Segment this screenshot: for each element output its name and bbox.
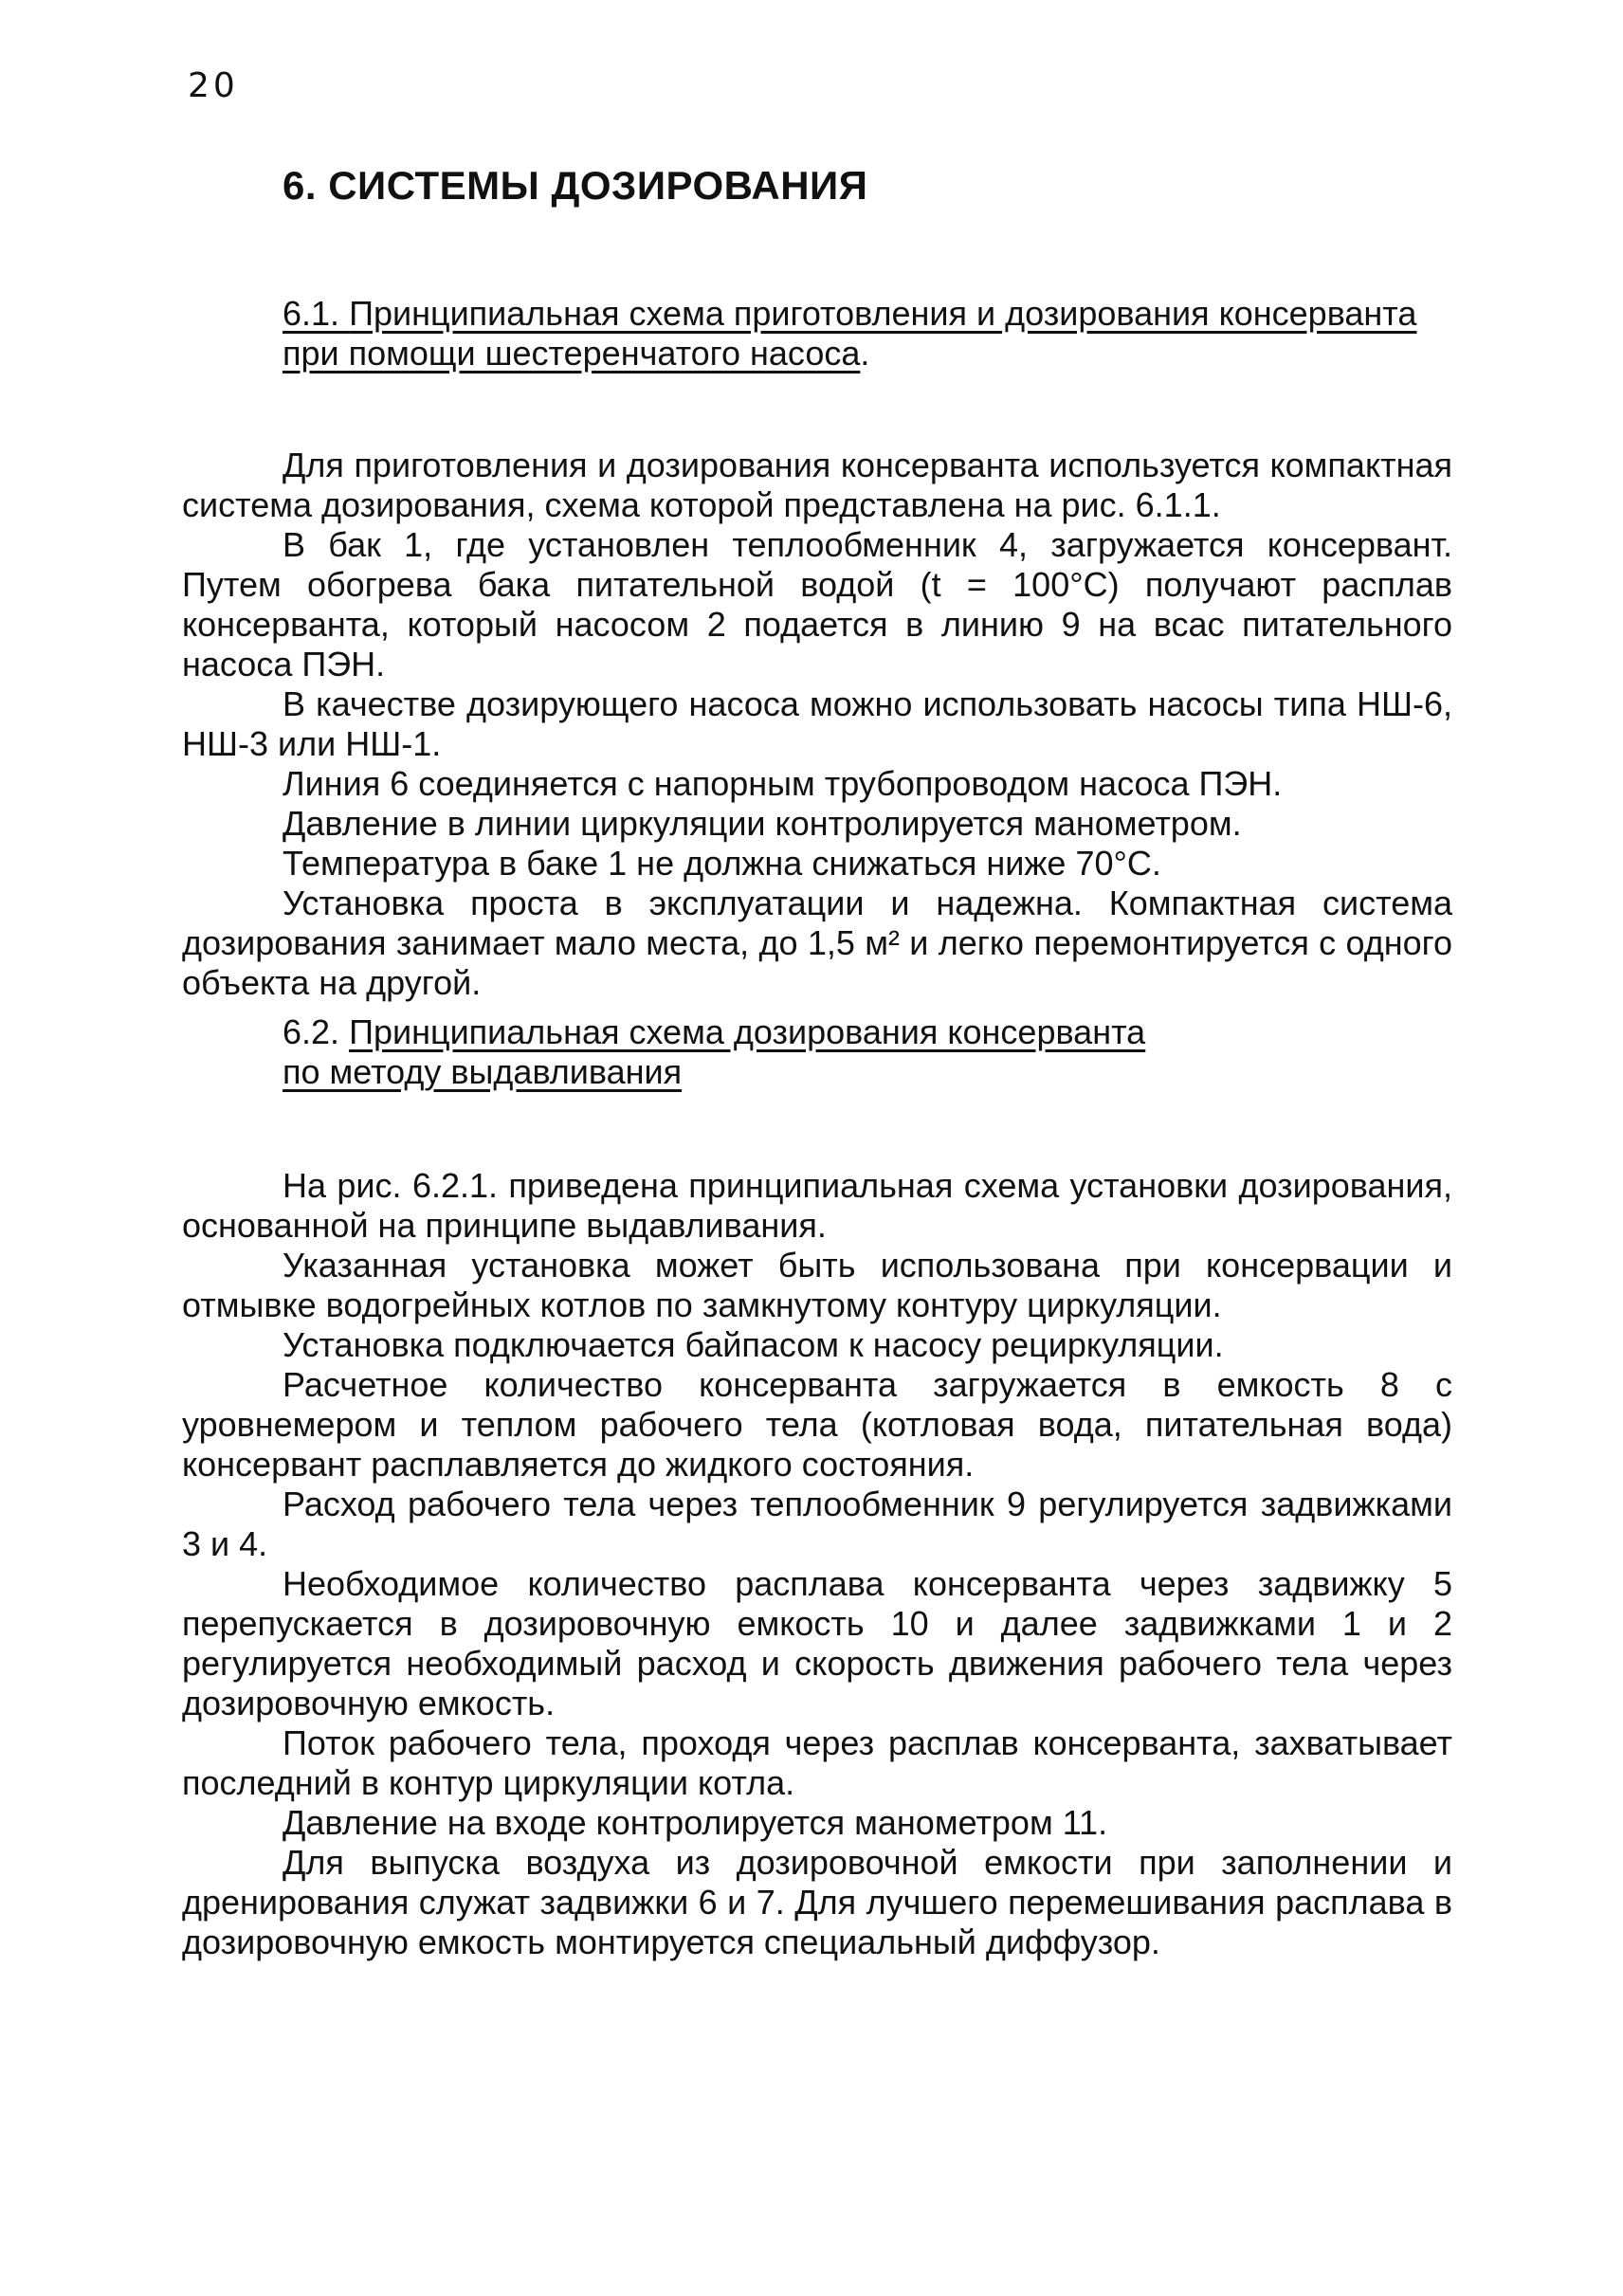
paragraph: Указанная установка может быть использована при консервации и отмывке водогрейных котлов по замкнутому контуру циркуляции. — [182, 1246, 1452, 1324]
section-number: 6.1. — [283, 294, 340, 333]
paragraph: Для выпуска воздуха из дозировочной емкости при заполнении и дренирования служат задвижки 6 и 7. Для лучшего перемешивания расплава в дозировочную емкость монтируется специальный диффузор. — [182, 1843, 1452, 1961]
section-title-line-2: по методу выдавливания — [283, 1052, 683, 1091]
chapter-title: 6. СИСТЕМЫ ДОЗИРОВАНИЯ — [283, 163, 868, 208]
paragraph: Линия 6 соединяется с напорным трубопроводом насоса ПЭН. — [283, 764, 1283, 803]
section-6-2 — [182, 1012, 1452, 1962]
page-number: 20 — [188, 66, 239, 105]
paragraph: Расчетное количество консерванта загружается в емкость 8 с уровнемером и теплом рабочего тела (котловая вода, питательная вода) консервант расплавляется до жидкого состояния. — [182, 1365, 1452, 1484]
section-number: 6.2. — [283, 1012, 340, 1051]
paragraph: Давление на входе контролируется манометром 11. — [283, 1803, 1108, 1842]
paragraph: На рис. 6.2.1. приведена принципиальная схема установки дозирования, основанной на принципе выдавливания. — [182, 1166, 1452, 1245]
paragraph: Установка проста в эксплуатации и надежна. Компактная система дозирования занимает мало места, до 1,5 м² и легко перемонтируется с одного объекта на другой. — [182, 884, 1452, 1002]
section-title-continued — [283, 1052, 1452, 1092]
paragraph: Установка подключается байпасом к насосу рециркуляции. — [283, 1325, 1224, 1364]
section-title — [283, 1012, 1452, 1052]
paragraph: Расход рабочего тела через теплообменник 9 регулируется задвижками 3 и 4. — [182, 1485, 1452, 1563]
section-title — [283, 294, 1452, 374]
section-title-text: Принципиальная схема приготовления и дозирования консерванта при помощи шестеренчатого насоса — [283, 294, 1417, 373]
section-body — [182, 1166, 1452, 1962]
paragraph: Температура в баке 1 не должна снижаться ниже 70°С. — [283, 844, 1161, 883]
section-6-1 — [182, 294, 1452, 1003]
paragraph: Для приготовления и дозирования консерванта используется компактная система дозирования, схема которой представлена на рис. 6.1.1. — [182, 446, 1452, 524]
paragraph: В бак 1, где установлен теплообменник 4, загружается консервант. Путем обогрева бака питательной водой (t = 100°С) получают расплав консерванта, который насосом 2 подается в линию 9 на всас питательного насоса ПЭН. — [182, 525, 1452, 683]
section-body — [182, 446, 1452, 1003]
paragraph: Поток рабочего тела, проходя через расплав консерванта, захватывает последний в контур циркуляции котла. — [182, 1723, 1452, 1802]
section-title-suffix: . — [860, 334, 870, 373]
section-title-line-1: Принципиальная схема дозирования консерванта — [349, 1012, 1146, 1051]
paragraph: В качестве дозирующего насоса можно использовать насосы типа НШ-6, НШ-3 или НШ-1. — [182, 684, 1452, 763]
paragraph: Давление в линии циркуляции контролируется манометром. — [283, 804, 1242, 843]
paragraph: Необходимое количество расплава консерванта через задвижку 5 перепускается в дозировочную емкость 10 и далее задвижками 1 и 2 регулируется необходимый расход и скорость движения рабочего тела через дозировочную емкость. — [182, 1564, 1452, 1722]
